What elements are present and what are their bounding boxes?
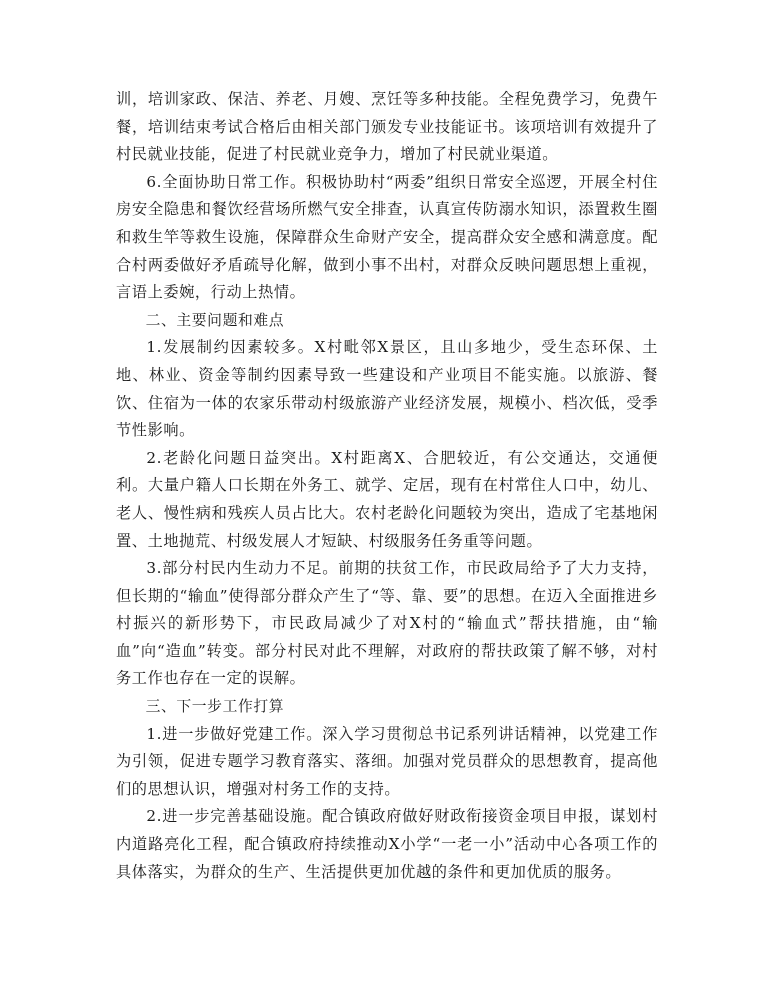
paragraph-problem-aging: 2.老龄化问题日益突出。X村距离X、合肥较近，有公交通达，交通便利。大量户籍人口长期在外务工、就学、定居，现有在村常住人口中，幼儿、老人、慢性病和残疾人员占比大。农村老龄化问题较为突出，造成了宅基地闲置、土地抛荒、村级发展人才短缺、村级服务任务重等问题。: [116, 448, 658, 550]
section-heading-next-steps: 三、下一步工作打算: [145, 698, 285, 716]
paragraph-training-continuation: 训，培训家政、保洁、养老、月嫂、烹饪等多种技能。全程免费学习，免费午餐，培训结束考试合格后由相关部门颁发专业技能证书。该项培训有效提升了村民就业技能，促进了村民就业竞争力，增加了村民就业渠道。: [116, 90, 658, 164]
paragraph-plan-infrastructure: 2.进一步完善基础设施。配合镇政府做好财政衔接资金项目申报，谋划村内道路亮化工程，配合镇政府持续推动X小学“一老一小”活动中心各项工作的具体落实，为群众的生产、生活提供更加优越的条件和更加优质的服务。: [116, 807, 658, 881]
document-body: [116, 86, 658, 886]
paragraph-problem-constraints: 1.发展制约因素较多。X村毗邻X景区，且山多地少，受生态环保、土地、林业、资金等制约因素导致一些建设和产业项目不能实施。以旅游、餐饮、住宿为一体的农家乐带动村级旅游产业经济发展，规模小、档次低，受季节性影响。: [116, 338, 658, 440]
section-heading-problems: 二、主要问题和难点: [145, 311, 285, 329]
paragraph-daily-work: 6.全面协助日常工作。积极协助村“两委”组织日常安全巡逻，开展全村住房安全隐患和餐饮经营场所燃气安全排查，认真宣传防溺水知识，添置救生圈和救生竿等救生设施，保障群众生命财产安全，提高群众安全感和满意度。配合村两委做好矛盾疏导化解，做到小事不出村，对群众反映问题思想上重视，言语上委婉，行动上热情。: [116, 172, 658, 302]
paragraph-plan-party-building: 1.进一步做好党建工作。深入学习贯彻总书记系列讲话精神，以党建工作为引领，促进专题学习教育落实、落细。加强对党员群众的思想教育，提高他们的思想认识，增强对村务工作的支持。: [116, 724, 658, 798]
paragraph-problem-motivation: 3.部分村民内生动力不足。前期的扶贫工作，市民政局给予了大力支持，但长期的“输血”使得部分群众产生了“等、靠、要”的思想。在迈入全面推进乡村振兴的新形势下，市民政局减少了对X村的“输血式”帮扶措施，由“输血”向“造血”转变。部分村民对此不理解，对政府的帮扶政策了解不够，对村务工作也存在一定的误解。: [116, 559, 658, 688]
